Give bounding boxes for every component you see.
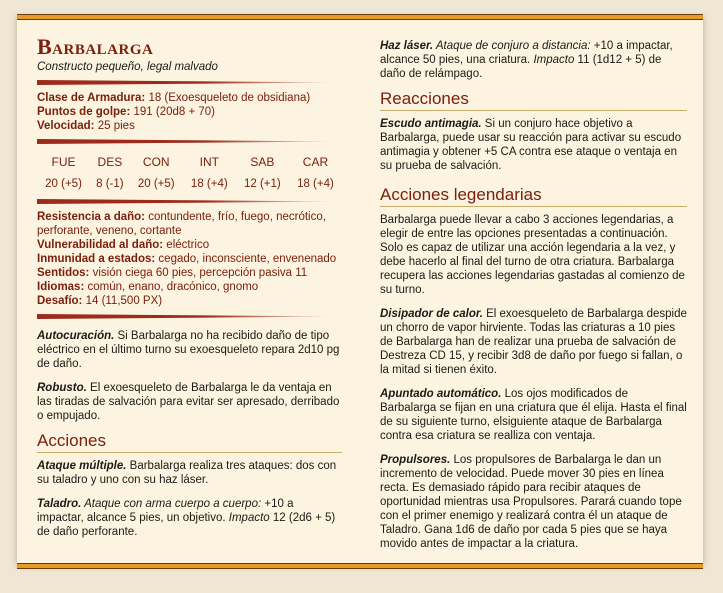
action-multiattack: Ataque múltiple. Barbalarga realiza tres ataques: dos con su taladro y uno con su haz láser. xyxy=(37,460,337,486)
damage-vulnerabilities: Vulnerabilidad al daño: eléctrico xyxy=(37,239,210,251)
ability-value: 12 (+1) xyxy=(243,178,281,190)
bottom-border xyxy=(17,563,703,569)
defenses xyxy=(37,210,342,308)
reactions-heading: Reacciones xyxy=(380,89,687,111)
ability-header: INT xyxy=(199,155,219,169)
actions-heading: Acciones xyxy=(37,431,342,453)
ability-value: 8 (-1) xyxy=(96,178,124,190)
ability-value: 20 (+5) xyxy=(137,178,175,190)
armor-class: Clase de Armadura: 18 (Exoesqueleto de obsidiana) xyxy=(37,92,311,104)
damage-resistances: Resistencia a daño: contundente, frío, fuego, necrótico, perforante, veneno, cortante xyxy=(37,211,326,237)
condition-immunities: Inmunidad a estados: cegado, inconsciente, envenenado xyxy=(37,253,337,265)
legendary-intro: Barbalarga puede llevar a cabo 3 acciones legendarias, a elegir de entre las opciones presentadas a continuación. Solo es capaz de utilizar una acción legendaria a la vez, y debe hacerlo al final del turno de otra criatura. Barbalarga recupera las acciones legendarias gastadas al comienzo de su turno. xyxy=(380,214,685,296)
monster-type: Constructo pequeño, legal malvado xyxy=(37,61,218,73)
senses: Sentidos: visión ciega 60 pies, percepción pasiva 11 xyxy=(37,267,308,279)
ability-scores xyxy=(37,152,342,193)
ability-value: 18 (+4) xyxy=(190,178,228,190)
ability-value: 18 (+4) xyxy=(297,178,334,190)
ability-header: SAB xyxy=(250,155,275,169)
ability-header: CON xyxy=(142,155,170,169)
ability-value: 20 (+5) xyxy=(45,178,82,190)
ability-header: DES xyxy=(97,155,123,169)
speed: Velocidad: 25 pies xyxy=(37,120,135,132)
divider xyxy=(37,199,342,204)
action-laser: Haz láser. Ataque de conjuro a distancia: +10 a impactar, alcance 50 pies, una criatura. Impacto 11 (1d12 + 5) de daño de relámpago. xyxy=(380,40,673,80)
legendary-heading: Acciones legendarias xyxy=(380,185,687,207)
right-column xyxy=(380,17,687,551)
left-column xyxy=(37,17,342,539)
divider xyxy=(37,314,342,319)
hit-points: Puntos de golpe: 191 (20d8 + 70) xyxy=(37,106,216,118)
legendary-thrusters: Propulsores. Los propulsores de Barbalarga le dan un incremento de velocidad. Puede mover 30 pies en línea recta. Es demasiado rápido para recibir ataques de oportunidad mientras usa Propulsores. Parará cuando tope con el primer enemigo y realizará contra él un ataque de Taladro. Gana 1d6 de daño por cada 5 pies que se haya movido antes de impactar a la criatura. xyxy=(380,454,682,550)
trait-sturdy: Robusto. El exoesqueleto de Barbalarga le da ventaja en las tiradas de salvación para evitar ser apresado, derribado o empujado. xyxy=(37,382,340,422)
trait-self-repair: Autocuración. Si Barbalarga no ha recibido daño de tipo eléctrico en el último turno su exoesqueleto repara 2d10 pg de daño. xyxy=(37,330,340,370)
ability-header: FUE xyxy=(51,155,76,169)
ability-header: CAR xyxy=(302,155,329,169)
divider xyxy=(37,80,342,85)
languages: Idiomas: común, enano, dracónico, gnomo xyxy=(37,281,259,293)
challenge: Desafío: 14 (11,500 PX) xyxy=(37,295,163,307)
divider xyxy=(37,139,342,144)
legendary-heat-sink: Disipador de calor. El exoesqueleto de Barbalarga despide un chorro de vapor hirviente. Todas las criaturas a 10 pies de Barbalarga han de realizar una prueba de salvación de Destreza CD 15, y recibir 3d8 de daño por fuego si fallan, o la mitad si tienen éxito. xyxy=(380,308,687,376)
action-drill: Taladro. Ataque con arma cuerpo a cuerpo: +10 a impactar, alcance 5 pies, un objetivo. Impacto 12 (2d6 + 5) de daño perforante. xyxy=(37,498,336,538)
reaction-antimagic-shield: Escudo antimagia. Si un conjuro hace objetivo a Barbalarga, puede usar su reacción para activar su escudo antimagia y obtener +5 CA contra ese ataque o ventaja en su prueba de salvación. xyxy=(380,118,682,172)
stat-block-card xyxy=(17,17,703,566)
legendary-auto-aim: Apuntado automático. Los ojos modificados de Barbalarga se fijan en una criatura que él elija. Hasta el final de su siguiente turno, elsiguiente ataque de Barbalarga contra esa criatura se realliza con ventaja. xyxy=(380,388,687,442)
monster-name: Barbalarga xyxy=(37,34,154,59)
